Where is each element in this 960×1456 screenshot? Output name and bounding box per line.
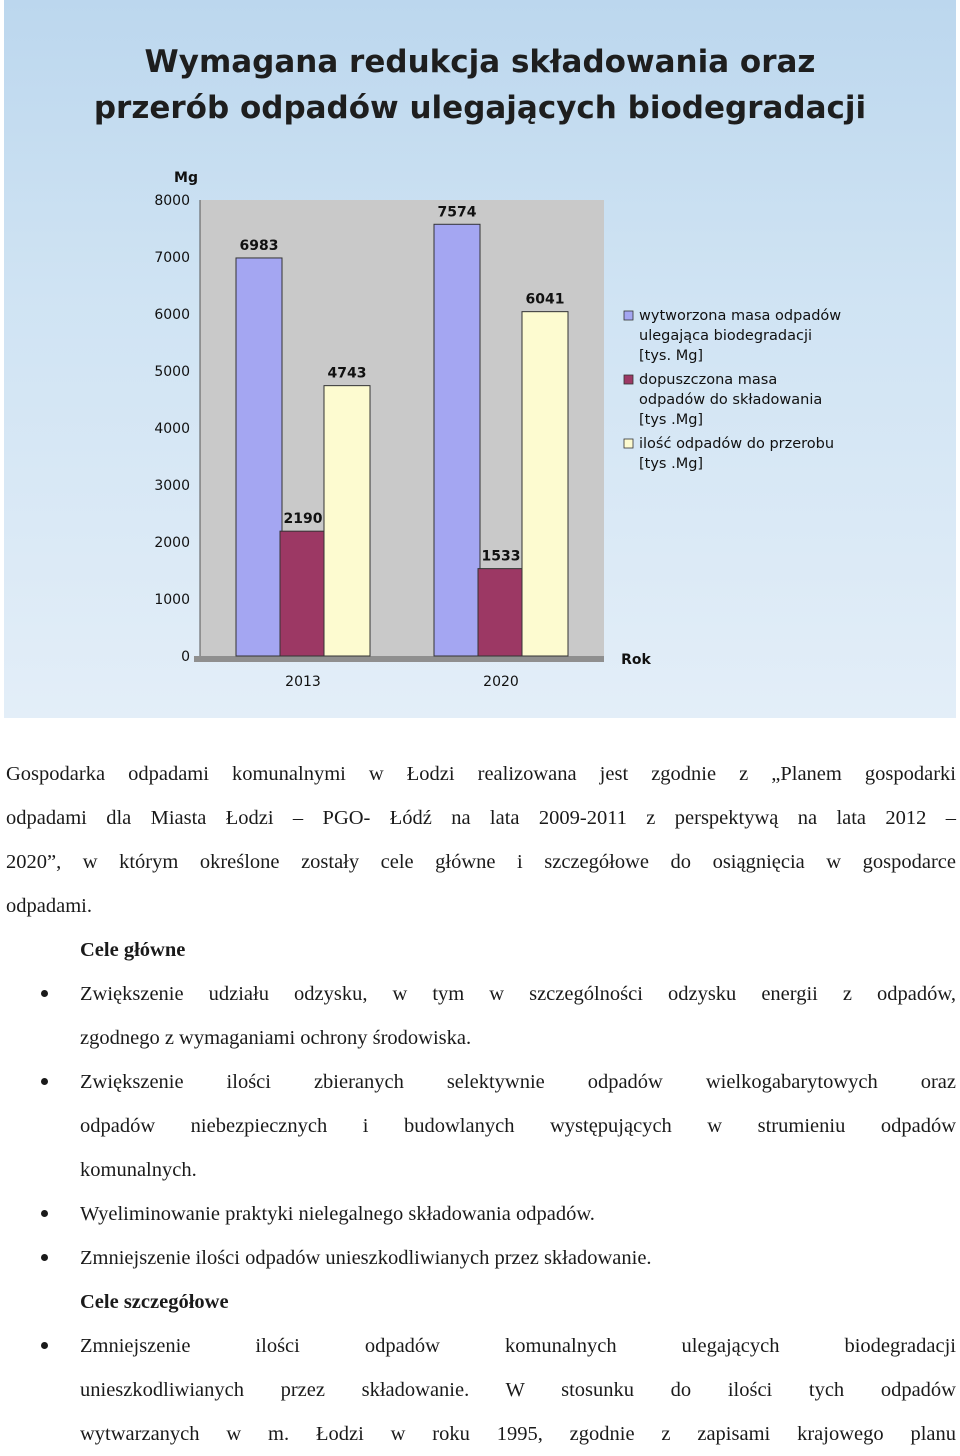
x-axis-label: Rok (621, 652, 651, 668)
data-label: 2190 (283, 511, 323, 528)
list-item (6, 1236, 956, 1280)
bullet-icon (41, 990, 48, 997)
list-item-line: zgodnego z wymaganiami ochrony środowiska. (80, 1027, 472, 1049)
list-item-line: wytwarzanych w m. Łodzi w roku 1995, zgodnie z zapisami krajowego planu (80, 1423, 956, 1445)
y-tick-label: 5000 (154, 364, 190, 380)
intro-line: Gospodarka odpadami komunalnymi w Łodzi realizowana jest zgodnie z „Planem gospodarki (6, 763, 956, 785)
chart-title-line-2: przerób odpadów ulegających biodegradacji (93, 90, 867, 126)
bar (478, 569, 524, 656)
list-item-line: Zwiększenie ilości zbieranych selektywnie odpadów wielkogabarytowych oraz (80, 1071, 956, 1093)
intro-line: 2020”, w którym określone zostały cele główne i szczegółowe do osiągnięcia w gospodarce (6, 851, 956, 873)
detail-goals-list (6, 1324, 956, 1456)
list-item-line: unieszkodliwianych przez składowanie. W stosunku do ilości tych odpadów (80, 1379, 956, 1401)
bar (280, 531, 326, 656)
y-tick-label: 2000 (154, 535, 190, 551)
document-body (6, 752, 956, 1456)
list-item (6, 1060, 956, 1192)
list-item-line: odpadów niebezpiecznych i budowlanych występujących w strumieniu odpadów (80, 1115, 956, 1137)
legend-text: odpadów do składowania (639, 392, 823, 408)
legend-text: [tys. Mg] (639, 348, 704, 364)
legend-text: [tys .Mg] (639, 412, 704, 428)
y-axis-label: Mg (174, 170, 198, 186)
plot-floor (194, 656, 604, 662)
legend-text: ulegająca biodegradacji (639, 328, 813, 344)
list-item-line: Zmniejszenie ilości odpadów unieszkodliwianych przez składowanie. (80, 1247, 652, 1269)
bullet-icon (41, 1254, 48, 1261)
legend-text: [tys .Mg] (639, 456, 704, 472)
intro-line: odpadami. (6, 895, 92, 917)
x-tick-label: 2013 (285, 674, 321, 690)
data-label: 7574 (437, 204, 477, 221)
y-tick-label: 0 (181, 649, 190, 665)
list-item (6, 972, 956, 1060)
chart-title-line-1: Wymagana redukcja składowania oraz (144, 44, 816, 80)
data-label: 6983 (239, 237, 279, 254)
heading-detail-goals: Cele szczegółowe (80, 1291, 229, 1313)
data-label: 4743 (327, 365, 367, 382)
legend-text: wytworzona masa odpadów (639, 308, 842, 324)
plot-area (154, 193, 604, 690)
data-label: 1533 (481, 548, 521, 565)
intro-line: odpadami dla Miasta Łodzi – PGO- Łódź na lata 2009-2011 z perspektywą na lata 2012 – (6, 807, 956, 829)
y-tick-label: 4000 (154, 421, 190, 437)
legend-swatch (624, 439, 633, 448)
list-item (6, 1192, 956, 1236)
bullet-icon (41, 1342, 48, 1349)
main-goals-list (6, 972, 956, 1280)
heading-main-goals: Cele główne (80, 939, 186, 961)
list-item-line: Zmniejszenie ilości odpadów komunalnych ulegających biodegradacji (80, 1335, 956, 1357)
list-item (6, 1324, 956, 1456)
y-tick-label: 8000 (154, 193, 190, 209)
legend-swatch (624, 375, 633, 384)
legend-swatch (624, 311, 633, 320)
list-item-line: komunalnych. (80, 1159, 197, 1181)
x-tick-label: 2020 (483, 674, 519, 690)
legend-text: dopuszczona masa (639, 372, 778, 388)
y-tick-label: 7000 (154, 250, 190, 266)
bar (236, 258, 282, 656)
bullet-icon (41, 1210, 48, 1217)
intro-paragraph (6, 752, 956, 928)
chart-panel (4, 0, 956, 718)
bullet-icon (41, 1078, 48, 1085)
data-label: 6041 (525, 291, 565, 308)
bar (522, 312, 568, 656)
y-tick-label: 3000 (154, 478, 190, 494)
list-item-line: Zwiększenie udziału odzysku, w tym w szczególności odzysku energii z odpadów, (80, 983, 956, 1005)
bar (434, 224, 480, 656)
bar (324, 386, 370, 656)
y-tick-label: 1000 (154, 592, 190, 608)
y-tick-label: 6000 (154, 307, 190, 323)
list-item-line: Wyeliminowanie praktyki nielegalnego składowania odpadów. (80, 1203, 595, 1225)
chart-legend (624, 308, 841, 472)
legend-text: ilość odpadów do przerobu (639, 436, 835, 452)
bar-chart (4, 0, 956, 718)
